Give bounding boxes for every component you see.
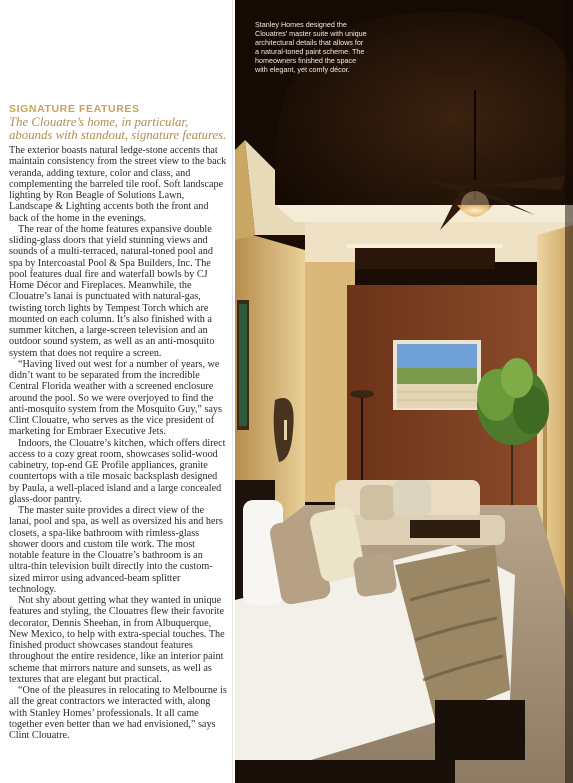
paragraph-3: “Having lived out west for a number of years, we didn’t want to be separated from the incredible Central Florida weather with a screened enclosure around the pool. So we were overjoyed to find the anti-mosquito system from the Mosquito Guy,” says Clint Clouatre, who serves as the vice president of marketing for Embraer Executive Jets. [9,358,222,438]
bedroom-illustration [235,0,573,783]
paragraph-4: Indoors, the Clouatre’s kitchen, which offers direct access to a cozy great room, showcases solid-wood cabinetry, top-end GE Profile appliances, granite countertops with a tile mosaic backsplash designed by Paula, a well-placed island and a large concealed glass-door pantry. [9,437,226,505]
paragraph-1: The exterior boasts natural ledge-stone accents that maintain consistency from the street view to the back veranda, adding texture, color and class, and complementing the barreled tile roof. Soft landscape lighting by Ron Beagle of Solutions Lawn, Landscape & Lighting accents both the front and back of the home in the evenings. [9,145,227,224]
paragraph-5: The master suite provides a direct view of the lanai, pool and spa, as well as oversized his and hers closets, a spa-like bathroom with rimless-glass shower doors and custom tile work. The most notable feature in the Clouatre’s bathroom is an ultra-thin television built directly into the custom-sized mirror using advanced-beam splitter technology. [9,505,223,595]
article-deck: The Clouatre’s home, in particular, abounds with standout, signature features. [9,115,227,142]
column-divider [232,0,233,783]
section-title: SIGNATURE FEATURES [9,103,140,115]
article-column [9,103,227,741]
photo-caption: Stanley Homes designed the Clouatres’ master suite with unique architectural details that allows for a natural-toned paint scheme. The homeowners finished the space with elegant, yet comfy décor. [255,20,367,74]
bedroom-photo [235,0,573,783]
article-body [9,145,227,741]
paragraph-6: Not shy about getting what they wanted in unique features and styling, the Clouatres flew their favorite decorator, Dennis Sheehan, in from Albuquerque, New Mexico, to help with extra-special touches. The finished product showcases standout features throughout the entire residence, like an interior paint scheme that mirrors nature and sunsets, as well as textures that are elegant but practical. [9,595,225,685]
paragraph-7: “One of the pleasures in relocating to Melbourne is all the great contractors we interacted with, along with Stanley Homes’ professionals. It all came together even better than we had envisioned,” says Clint Clouatre. [9,685,227,741]
paragraph-2: The rear of the home features expansive double sliding-glass doors that yield stunning views and sounds of a multi-terraced, natural-toned pool and spa by Intercoastal Pool & Spa Builders, Inc. The pool features dual fire and waterfall bowls by CJ Home Décor and Fireplaces. Meanwhile, the Clouatre’s lanai is punctuated with natural-gas, twisting torch lights by Tempest Torch which are mounted on each column. It’s also finished with a summer kitchen, a large-screen television and an outdoor sound system, as well as an anti-mosquito system that does not require a screen. [9,223,215,359]
